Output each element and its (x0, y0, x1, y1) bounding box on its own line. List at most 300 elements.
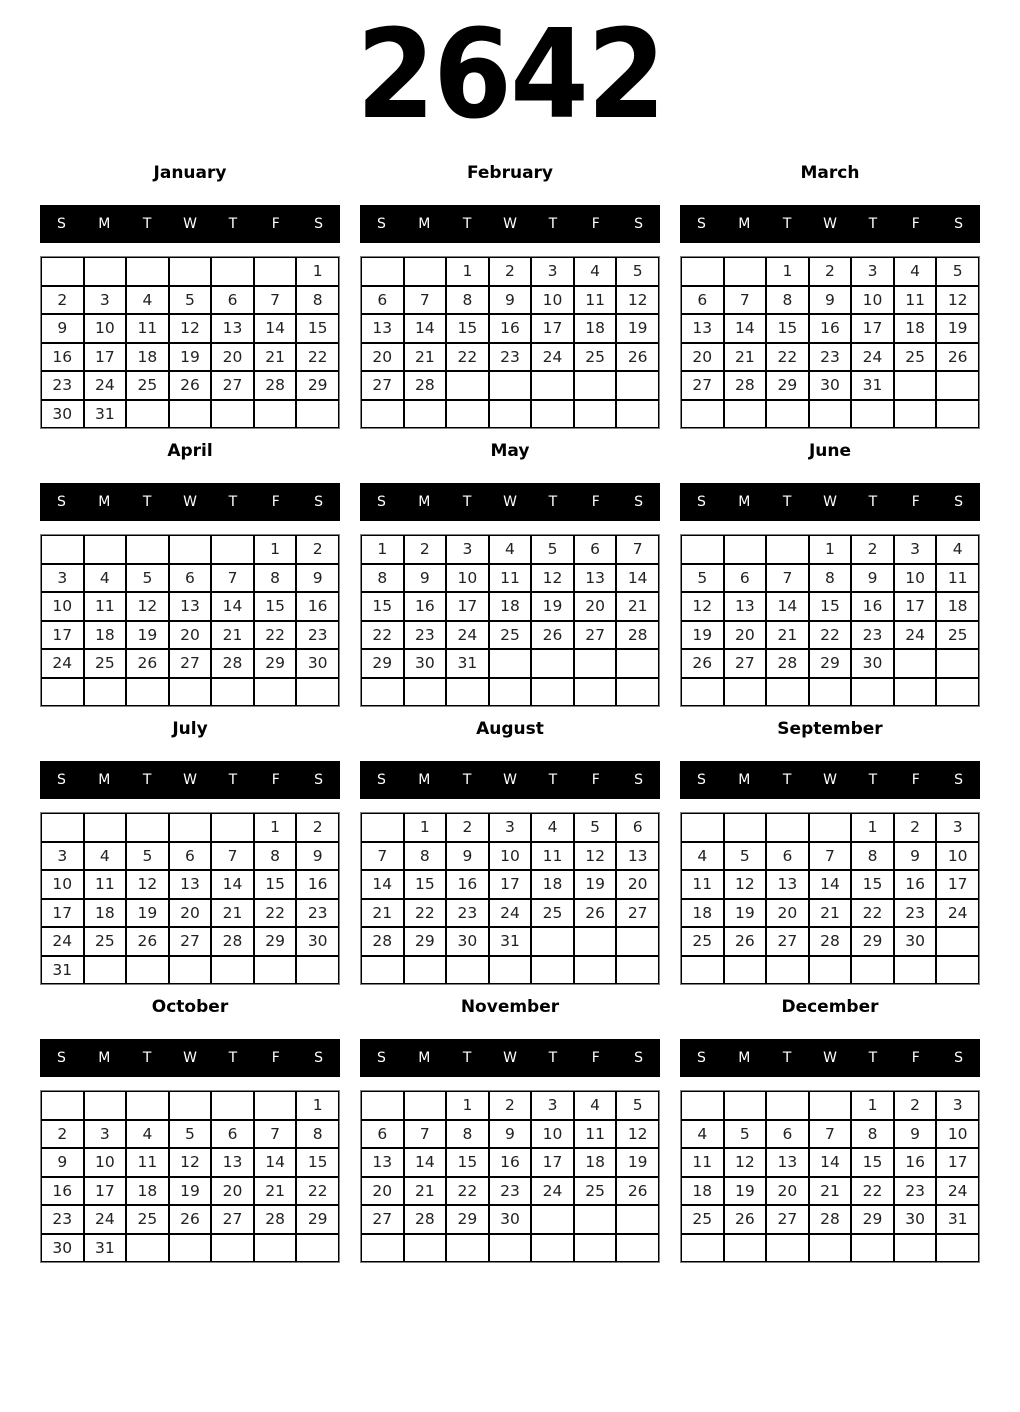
day-cell: 18 (489, 592, 532, 621)
day-cell: 24 (446, 621, 489, 650)
empty-day-cell (574, 1234, 617, 1263)
day-cell: 11 (574, 1120, 617, 1149)
week-row (681, 813, 979, 842)
weekday-header-bar (360, 205, 660, 243)
year-title-wrap (0, 0, 1020, 150)
week-row (681, 621, 979, 650)
day-cell: 12 (681, 592, 724, 621)
day-cell: 8 (254, 842, 297, 871)
empty-day-cell (296, 956, 339, 985)
day-cell: 17 (894, 592, 937, 621)
empty-day-cell (894, 649, 937, 678)
day-cell: 18 (574, 314, 617, 343)
weekday-label: S (56, 216, 66, 232)
day-cell: 28 (254, 371, 297, 400)
empty-day-cell (531, 956, 574, 985)
day-cell: 21 (211, 899, 254, 928)
weekday-label: M (418, 494, 431, 510)
day-cell: 16 (894, 1148, 937, 1177)
day-cell: 20 (211, 343, 254, 372)
week-row (361, 257, 659, 286)
month-block (360, 150, 660, 428)
day-cell: 22 (446, 343, 489, 372)
week-row (681, 314, 979, 343)
week-row (361, 842, 659, 871)
day-cell: 31 (936, 1205, 979, 1234)
day-cell: 7 (404, 1120, 447, 1149)
month-day-grid (41, 535, 339, 706)
day-cell: 19 (724, 899, 767, 928)
day-cell: 1 (254, 535, 297, 564)
day-cell: 3 (84, 286, 127, 315)
weekday-label: S (634, 772, 644, 788)
day-cell: 2 (41, 1120, 84, 1149)
empty-day-cell (361, 678, 404, 707)
week-row (361, 343, 659, 372)
day-cell: 10 (936, 842, 979, 871)
day-cell: 25 (126, 371, 169, 400)
empty-day-cell (936, 400, 979, 429)
day-cell: 5 (616, 1091, 659, 1120)
empty-day-cell (404, 956, 447, 985)
day-cell: 18 (126, 343, 169, 372)
weekday-label: T (142, 216, 152, 232)
day-cell: 30 (296, 927, 339, 956)
month-block (40, 150, 340, 428)
empty-day-cell (724, 1234, 767, 1263)
day-cell: 6 (169, 842, 212, 871)
weekday-label: S (634, 216, 644, 232)
empty-day-cell (724, 678, 767, 707)
day-cell: 8 (254, 564, 297, 593)
day-cell: 21 (809, 1177, 852, 1206)
day-cell: 21 (361, 899, 404, 928)
day-cell: 13 (766, 1148, 809, 1177)
day-cell: 22 (296, 1177, 339, 1206)
weekday-label: M (418, 216, 431, 232)
day-cell: 9 (296, 842, 339, 871)
day-cell: 20 (361, 1177, 404, 1206)
day-cell: 20 (211, 1177, 254, 1206)
week-row (681, 1205, 979, 1234)
empty-day-cell (616, 371, 659, 400)
weekday-label: W (183, 216, 197, 232)
day-cell: 25 (84, 649, 127, 678)
weekday-label: M (418, 772, 431, 788)
day-cell: 4 (574, 257, 617, 286)
day-cell: 10 (936, 1120, 979, 1149)
empty-day-cell (851, 1234, 894, 1263)
day-cell: 11 (894, 286, 937, 315)
empty-day-cell (446, 371, 489, 400)
day-cell: 27 (681, 371, 724, 400)
day-cell: 23 (851, 621, 894, 650)
empty-day-cell (169, 813, 212, 842)
day-cell: 22 (446, 1177, 489, 1206)
day-cell: 14 (211, 870, 254, 899)
day-cell: 16 (41, 1177, 84, 1206)
day-cell: 1 (851, 813, 894, 842)
empty-day-cell (489, 649, 532, 678)
day-cell: 24 (489, 899, 532, 928)
empty-day-cell (211, 1091, 254, 1120)
day-cell: 15 (446, 314, 489, 343)
day-cell: 23 (404, 621, 447, 650)
weekday-label: F (271, 216, 280, 232)
day-cell: 30 (489, 1205, 532, 1234)
week-row (41, 1177, 339, 1206)
weekday-label: S (376, 772, 386, 788)
day-cell: 6 (211, 1120, 254, 1149)
weekday-header-bar (360, 761, 660, 799)
day-cell: 3 (531, 257, 574, 286)
day-cell: 26 (616, 343, 659, 372)
day-cell: 24 (531, 1177, 574, 1206)
empty-day-cell (126, 956, 169, 985)
weekday-label: T (462, 1050, 472, 1066)
empty-day-cell (681, 535, 724, 564)
day-cell: 20 (169, 899, 212, 928)
day-cell: 13 (361, 1148, 404, 1177)
weekday-label: S (696, 216, 706, 232)
empty-day-cell (574, 1205, 617, 1234)
weekday-label: T (868, 1050, 878, 1066)
weekday-label: S (314, 772, 324, 788)
day-cell: 10 (446, 564, 489, 593)
day-cell: 22 (254, 899, 297, 928)
day-cell: 26 (574, 899, 617, 928)
empty-day-cell (169, 956, 212, 985)
day-cell: 22 (404, 899, 447, 928)
empty-day-cell (211, 1234, 254, 1263)
day-cell: 23 (894, 899, 937, 928)
day-cell: 2 (296, 813, 339, 842)
day-cell: 15 (851, 1148, 894, 1177)
weekday-label: F (911, 1050, 920, 1066)
week-row (41, 257, 339, 286)
day-cell: 23 (41, 1205, 84, 1234)
week-row (681, 842, 979, 871)
day-cell: 4 (126, 1120, 169, 1149)
weekday-label: W (503, 216, 517, 232)
weekday-label: T (782, 1050, 792, 1066)
day-cell: 5 (169, 286, 212, 315)
weekday-label: M (98, 1050, 111, 1066)
empty-day-cell (724, 1091, 767, 1120)
day-cell: 13 (361, 314, 404, 343)
weekday-header-bar (680, 761, 980, 799)
empty-day-cell (574, 678, 617, 707)
day-cell: 4 (84, 842, 127, 871)
day-cell: 18 (894, 314, 937, 343)
day-cell: 28 (724, 371, 767, 400)
day-cell: 14 (404, 314, 447, 343)
week-row (681, 257, 979, 286)
day-cell: 6 (766, 842, 809, 871)
day-cell: 5 (616, 257, 659, 286)
day-cell: 6 (361, 286, 404, 315)
empty-day-cell (936, 927, 979, 956)
day-cell: 17 (936, 870, 979, 899)
day-cell: 6 (361, 1120, 404, 1149)
empty-day-cell (681, 1091, 724, 1120)
day-cell: 26 (126, 649, 169, 678)
empty-day-cell (574, 400, 617, 429)
day-cell: 19 (574, 870, 617, 899)
empty-day-cell (404, 678, 447, 707)
weekday-label: T (868, 494, 878, 510)
weekday-label: T (782, 216, 792, 232)
day-cell: 3 (41, 564, 84, 593)
week-row (41, 286, 339, 315)
week-row (41, 927, 339, 956)
day-cell: 9 (41, 1148, 84, 1177)
day-cell: 20 (169, 621, 212, 650)
empty-day-cell (296, 400, 339, 429)
day-cell: 9 (41, 314, 84, 343)
month-block (360, 428, 660, 706)
day-cell: 26 (616, 1177, 659, 1206)
day-cell: 15 (404, 870, 447, 899)
day-cell: 18 (126, 1177, 169, 1206)
empty-day-cell (254, 257, 297, 286)
day-cell: 27 (724, 649, 767, 678)
day-cell: 17 (936, 1148, 979, 1177)
day-cell: 27 (211, 371, 254, 400)
empty-day-cell (489, 956, 532, 985)
day-cell: 10 (894, 564, 937, 593)
day-cell: 23 (296, 899, 339, 928)
day-cell: 10 (489, 842, 532, 871)
empty-day-cell (724, 813, 767, 842)
day-cell: 7 (254, 286, 297, 315)
day-cell: 16 (296, 870, 339, 899)
weekday-label: S (954, 216, 964, 232)
empty-day-cell (169, 1234, 212, 1263)
day-cell: 7 (809, 1120, 852, 1149)
day-cell: 22 (851, 899, 894, 928)
weekday-label: T (462, 216, 472, 232)
weekday-label: T (462, 772, 472, 788)
month-day-grid (41, 257, 339, 428)
day-cell: 8 (766, 286, 809, 315)
day-cell: 18 (574, 1148, 617, 1177)
day-cell: 29 (296, 1205, 339, 1234)
day-cell: 18 (681, 899, 724, 928)
day-cell: 26 (126, 927, 169, 956)
empty-day-cell (254, 400, 297, 429)
week-row (681, 649, 979, 678)
day-cell: 3 (936, 813, 979, 842)
empty-day-cell (809, 813, 852, 842)
weekday-label: W (183, 1050, 197, 1066)
empty-day-cell (361, 400, 404, 429)
month-block (40, 706, 340, 984)
weekday-label: F (591, 216, 600, 232)
day-cell: 17 (84, 1177, 127, 1206)
weekday-label: M (418, 1050, 431, 1066)
week-row (681, 1120, 979, 1149)
weekday-label: F (591, 772, 600, 788)
day-cell: 19 (126, 621, 169, 650)
day-cell: 6 (724, 564, 767, 593)
month-block (680, 984, 980, 1262)
week-row (41, 564, 339, 593)
empty-day-cell (681, 956, 724, 985)
day-cell: 17 (531, 1148, 574, 1177)
empty-day-cell (936, 1234, 979, 1263)
empty-day-cell (531, 678, 574, 707)
day-cell: 13 (766, 870, 809, 899)
empty-day-cell (361, 257, 404, 286)
day-cell: 15 (254, 870, 297, 899)
weekday-label: F (271, 494, 280, 510)
day-cell: 20 (766, 1177, 809, 1206)
month-title: October (151, 997, 229, 1017)
month-title: May (490, 441, 530, 461)
day-cell: 29 (851, 1205, 894, 1234)
month-day-grid (41, 813, 339, 984)
day-cell: 10 (41, 870, 84, 899)
empty-day-cell (574, 956, 617, 985)
day-cell: 11 (126, 1148, 169, 1177)
week-row (681, 592, 979, 621)
day-cell: 14 (724, 314, 767, 343)
day-cell: 21 (254, 343, 297, 372)
day-cell: 28 (404, 371, 447, 400)
empty-day-cell (724, 400, 767, 429)
weekday-label: M (738, 1050, 751, 1066)
empty-day-cell (361, 956, 404, 985)
day-cell: 26 (724, 1205, 767, 1234)
empty-day-cell (84, 956, 127, 985)
day-cell: 13 (169, 870, 212, 899)
day-cell: 7 (404, 286, 447, 315)
weekday-label: F (591, 494, 600, 510)
weekday-label: T (868, 216, 878, 232)
weekday-label: T (228, 216, 238, 232)
day-cell: 17 (41, 899, 84, 928)
day-cell: 6 (169, 564, 212, 593)
day-cell: 17 (489, 870, 532, 899)
day-cell: 6 (211, 286, 254, 315)
empty-day-cell (211, 257, 254, 286)
month-block (680, 150, 980, 428)
empty-day-cell (936, 956, 979, 985)
weekday-label: M (738, 772, 751, 788)
day-cell: 13 (169, 592, 212, 621)
day-cell: 25 (894, 343, 937, 372)
day-cell: 4 (894, 257, 937, 286)
day-cell: 14 (254, 1148, 297, 1177)
weekday-label: F (591, 1050, 600, 1066)
week-row (41, 1234, 339, 1263)
weekday-label: W (183, 494, 197, 510)
week-row (361, 899, 659, 928)
empty-day-cell (809, 400, 852, 429)
day-cell: 19 (681, 621, 724, 650)
empty-day-cell (404, 257, 447, 286)
empty-day-cell (616, 1234, 659, 1263)
day-cell: 21 (254, 1177, 297, 1206)
day-cell: 10 (531, 1120, 574, 1149)
day-cell: 15 (296, 1148, 339, 1177)
weekday-label: T (142, 494, 152, 510)
week-row (41, 592, 339, 621)
day-cell: 19 (936, 314, 979, 343)
day-cell: 3 (489, 813, 532, 842)
day-cell: 3 (894, 535, 937, 564)
weekday-label: W (823, 216, 837, 232)
empty-day-cell (724, 257, 767, 286)
weekday-label: T (548, 216, 558, 232)
day-cell: 3 (84, 1120, 127, 1149)
weekday-label: S (634, 1050, 644, 1066)
day-cell: 8 (296, 286, 339, 315)
empty-day-cell (724, 956, 767, 985)
empty-day-cell (211, 813, 254, 842)
empty-day-cell (766, 813, 809, 842)
empty-day-cell (809, 678, 852, 707)
week-row (681, 899, 979, 928)
day-cell: 10 (84, 1148, 127, 1177)
week-row (681, 1091, 979, 1120)
weekday-label: T (782, 494, 792, 510)
day-cell: 9 (894, 1120, 937, 1149)
empty-day-cell (531, 649, 574, 678)
weekday-label: T (462, 494, 472, 510)
day-cell: 2 (404, 535, 447, 564)
weekday-label: T (548, 772, 558, 788)
day-cell: 30 (296, 649, 339, 678)
day-cell: 19 (169, 343, 212, 372)
weekday-label: T (548, 494, 558, 510)
day-cell: 7 (616, 535, 659, 564)
week-row (361, 314, 659, 343)
day-cell: 15 (766, 314, 809, 343)
month-block (360, 706, 660, 984)
day-cell: 19 (169, 1177, 212, 1206)
empty-day-cell (126, 1234, 169, 1263)
empty-day-cell (616, 649, 659, 678)
week-row (41, 1205, 339, 1234)
day-cell: 15 (851, 870, 894, 899)
week-row (681, 1177, 979, 1206)
weekday-header-bar (680, 1039, 980, 1077)
day-cell: 7 (809, 842, 852, 871)
day-cell: 2 (41, 286, 84, 315)
day-cell: 21 (724, 343, 767, 372)
week-row (681, 564, 979, 593)
day-cell: 24 (531, 343, 574, 372)
day-cell: 26 (169, 1205, 212, 1234)
week-row (681, 956, 979, 985)
day-cell: 2 (894, 813, 937, 842)
weekday-label: F (911, 494, 920, 510)
day-cell: 22 (766, 343, 809, 372)
month-title: December (781, 997, 879, 1017)
day-cell: 17 (446, 592, 489, 621)
day-cell: 21 (404, 1177, 447, 1206)
day-cell: 2 (489, 257, 532, 286)
week-row (681, 535, 979, 564)
day-cell: 11 (84, 592, 127, 621)
day-cell: 18 (681, 1177, 724, 1206)
month-block (680, 706, 980, 984)
empty-day-cell (84, 1091, 127, 1120)
weekday-label: T (142, 1050, 152, 1066)
week-row (41, 343, 339, 372)
